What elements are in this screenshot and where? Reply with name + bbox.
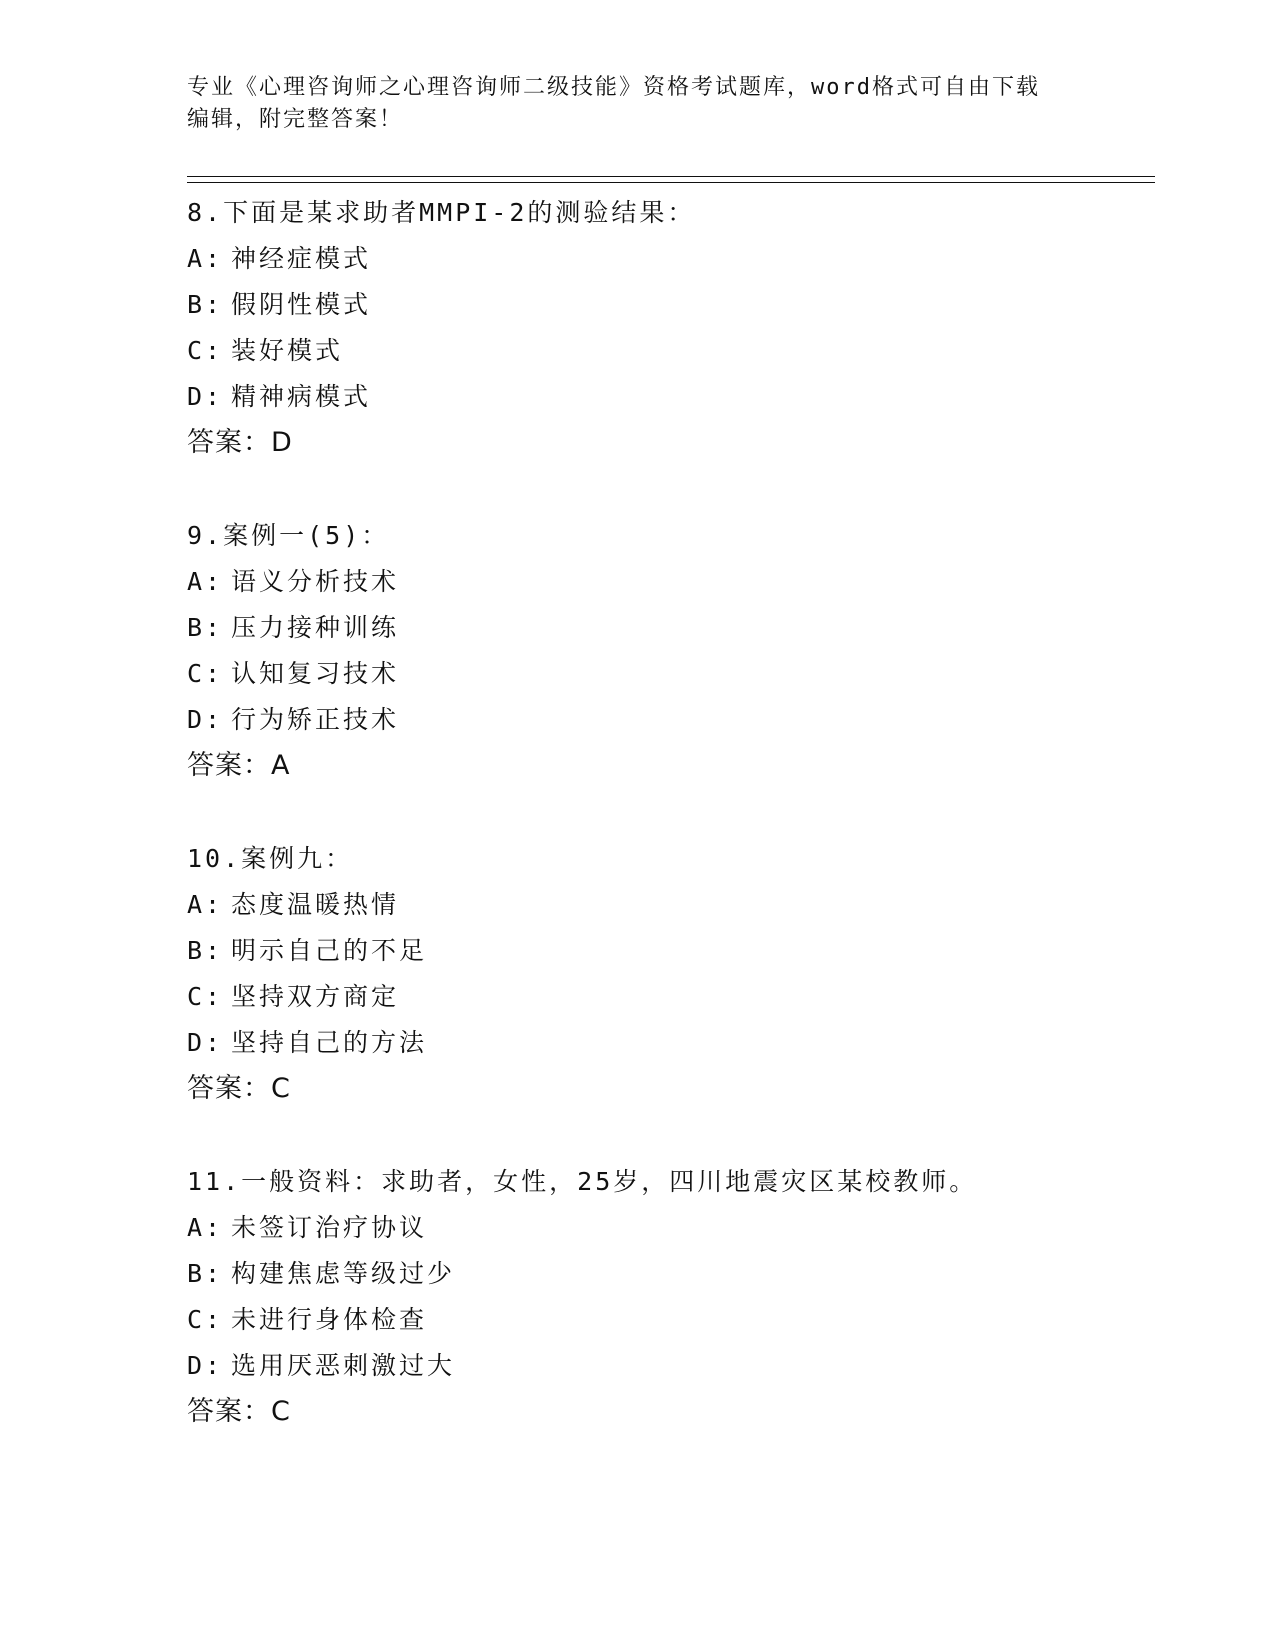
answer-line: 答案：A <box>187 750 291 781</box>
option-text: 构建焦虑等级过少 <box>231 1259 456 1288</box>
option-c <box>187 974 1155 1020</box>
answer-line: 答案：C <box>187 1073 291 1104</box>
question-title: 10.案例九： <box>187 844 354 873</box>
option-text: 未进行身体检查 <box>231 1305 428 1334</box>
option-letter: B: <box>187 290 224 319</box>
option-a <box>187 236 1155 282</box>
option-c <box>187 328 1155 374</box>
option-text: 态度温暖热情 <box>231 890 400 919</box>
option-a <box>187 1205 1155 1251</box>
option-text: 行为矫正技术 <box>231 705 400 734</box>
option-text: 压力接种训练 <box>231 613 400 642</box>
option-letter: B: <box>187 1259 224 1288</box>
option-letter: C: <box>187 1305 224 1334</box>
option-text: 未签订治疗协议 <box>231 1213 428 1242</box>
option-text: 坚持自己的方法 <box>231 1028 428 1057</box>
option-text: 认知复习技术 <box>231 659 400 688</box>
header-divider-bottom <box>187 182 1155 183</box>
option-letter: B: <box>187 936 224 965</box>
option-text: 假阴性模式 <box>231 290 372 319</box>
option-b <box>187 1251 1155 1297</box>
option-letter: A: <box>187 567 224 596</box>
option-letter: D: <box>187 382 224 411</box>
option-c <box>187 1297 1155 1343</box>
answer-line: 答案：C <box>187 1396 291 1427</box>
option-text: 神经症模式 <box>231 244 372 273</box>
option-d <box>187 1020 1155 1066</box>
option-a <box>187 882 1155 928</box>
option-a <box>187 559 1155 605</box>
answer-line: 答案：D <box>187 427 293 458</box>
document-header <box>187 72 1087 136</box>
header-line-1: 专业《心理咨询师之心理咨询师二级技能》资格考试题库，word格式可自由下载 <box>187 75 1040 100</box>
option-letter: C: <box>187 982 224 1011</box>
option-letter: A: <box>187 890 224 919</box>
question-title: 11.一般资料：求助者，女性，25岁，四川地震灾区某校教师。 <box>187 1167 978 1196</box>
question-list <box>187 190 1155 1482</box>
option-letter: C: <box>187 659 224 688</box>
option-text: 精神病模式 <box>231 382 372 411</box>
header-line-2: 编辑，附完整答案！ <box>187 107 404 132</box>
option-letter: A: <box>187 244 224 273</box>
header-divider-top <box>187 176 1155 177</box>
option-letter: B: <box>187 613 224 642</box>
option-text: 选用厌恶刺激过大 <box>231 1351 456 1380</box>
question-9 <box>187 513 1155 789</box>
option-letter: A: <box>187 1213 224 1242</box>
question-title: 8.下面是某求助者MMPI-2的测验结果： <box>187 198 696 227</box>
option-letter: D: <box>187 705 224 734</box>
option-d <box>187 697 1155 743</box>
option-text: 语义分析技术 <box>231 567 400 596</box>
option-d <box>187 374 1155 420</box>
option-d <box>187 1343 1155 1389</box>
option-b <box>187 928 1155 974</box>
option-text: 坚持双方商定 <box>231 982 400 1011</box>
question-11 <box>187 1159 1155 1435</box>
question-8 <box>187 190 1155 466</box>
option-text: 装好模式 <box>231 336 344 365</box>
option-letter: D: <box>187 1028 224 1057</box>
question-10 <box>187 836 1155 1112</box>
option-text: 明示自己的不足 <box>231 936 428 965</box>
option-c <box>187 651 1155 697</box>
option-b <box>187 605 1155 651</box>
option-letter: C: <box>187 336 224 365</box>
option-b <box>187 282 1155 328</box>
question-title: 9.案例一(5)： <box>187 521 390 550</box>
option-letter: D: <box>187 1351 224 1380</box>
